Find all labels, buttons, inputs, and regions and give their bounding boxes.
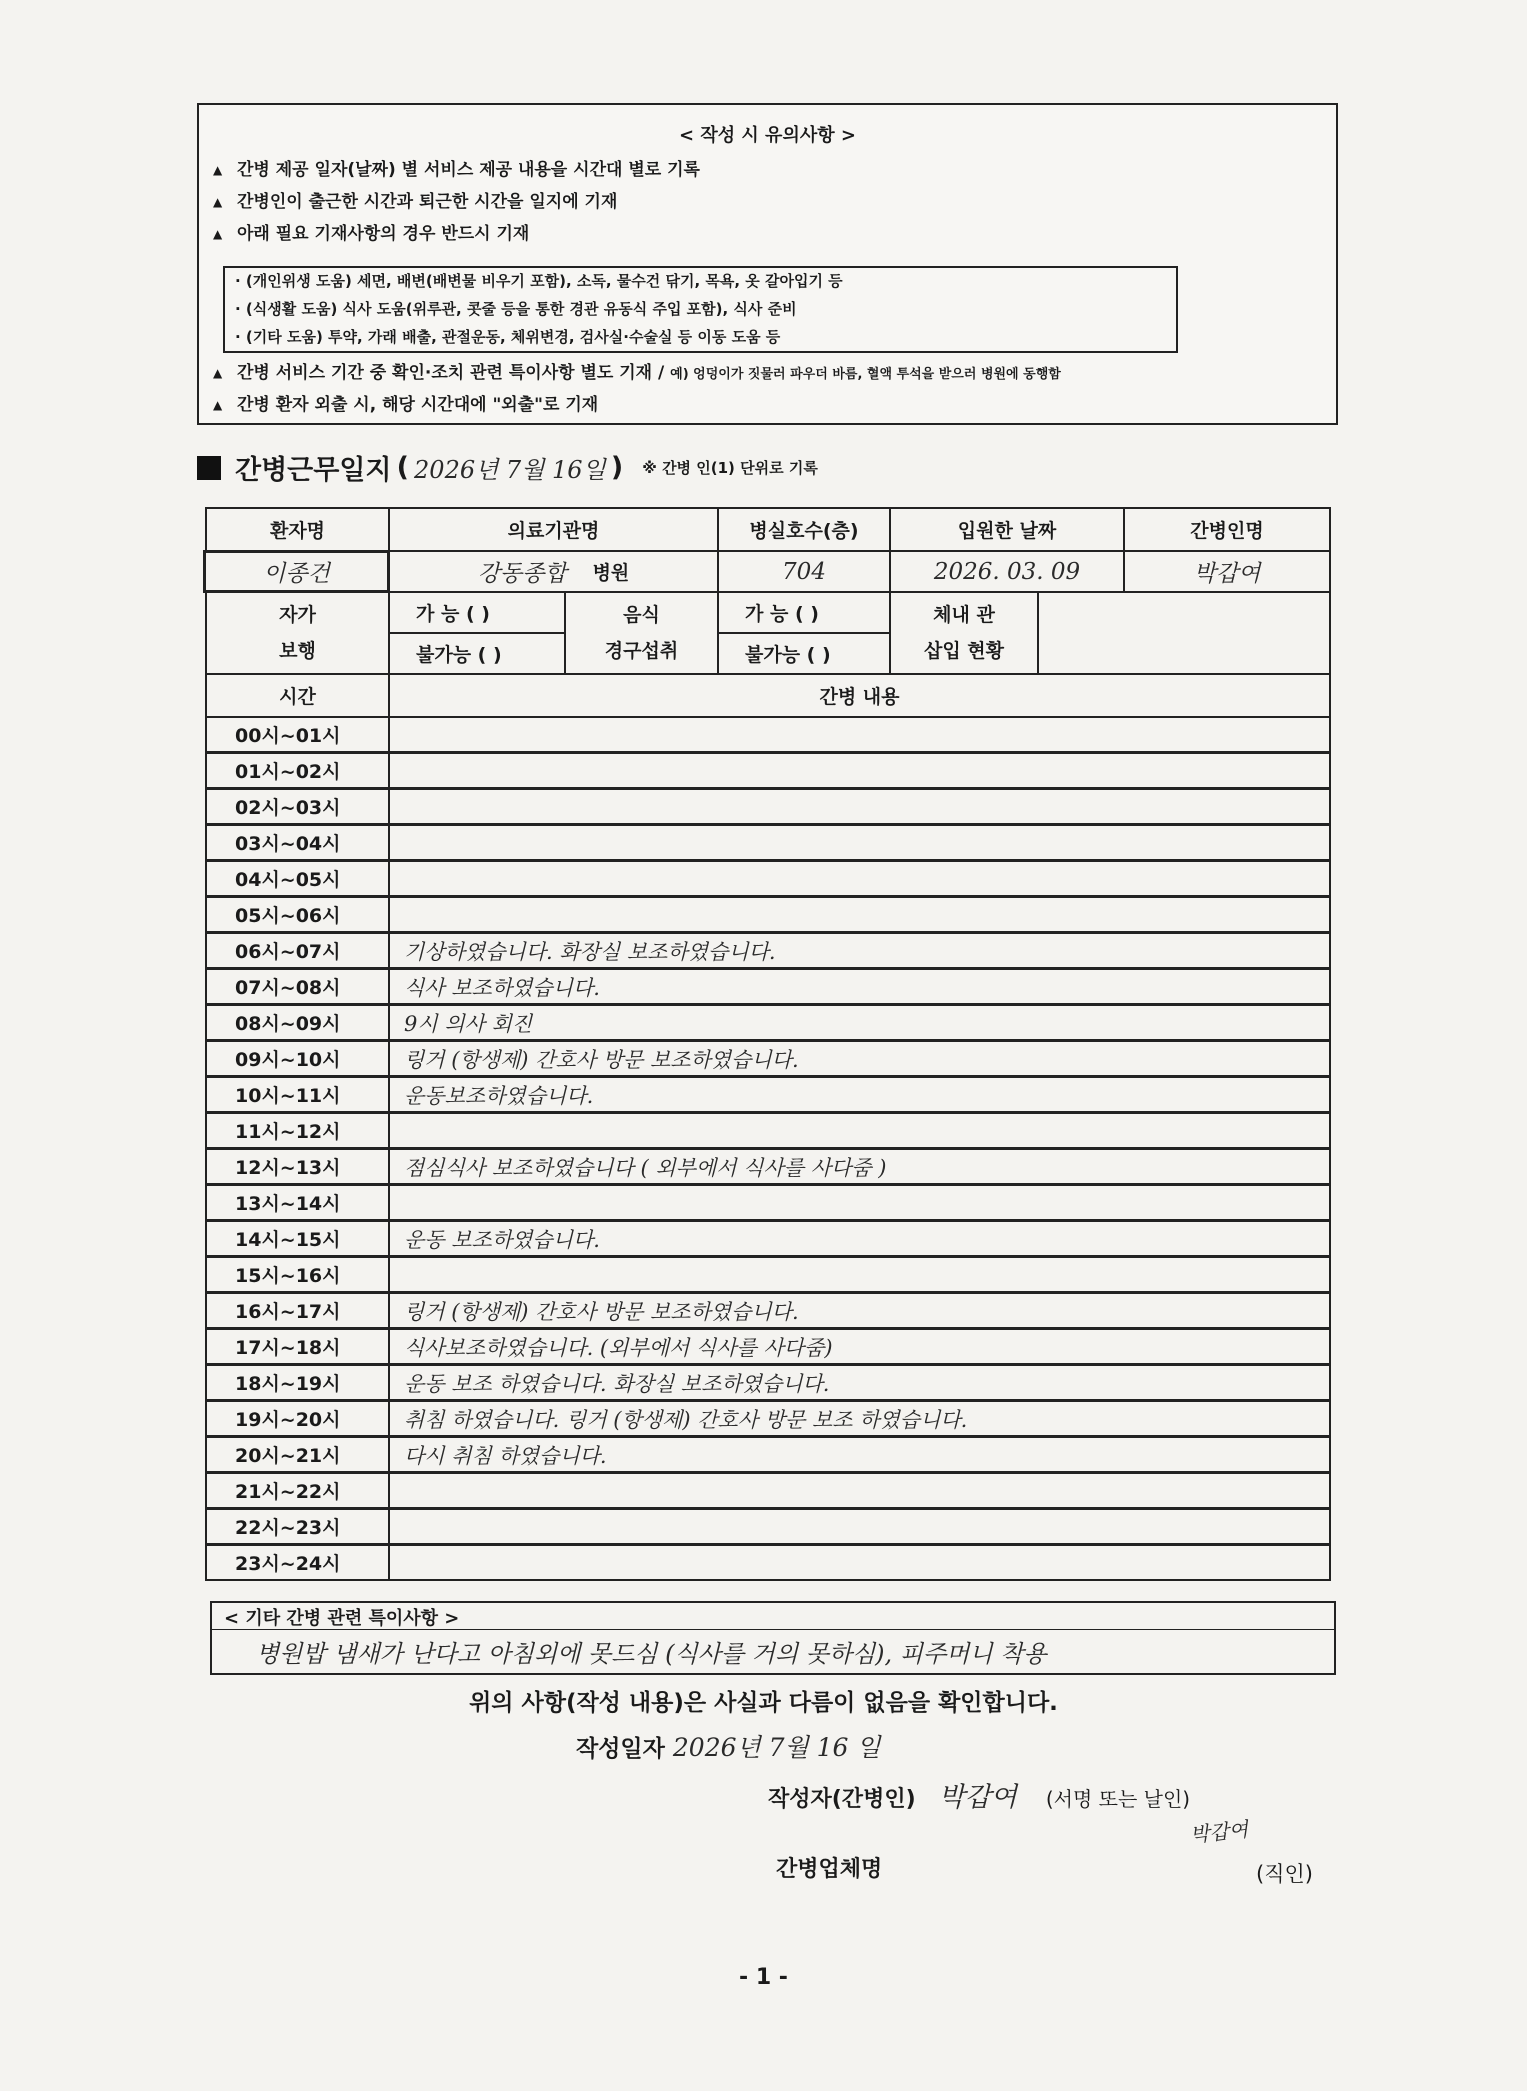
time-slot-label: 05시~06시 <box>205 896 390 933</box>
care-content-cell: 링거 (항생제) 간호사 방문 보조하였습니다. <box>388 1292 1331 1329</box>
page-number: - 1 - <box>739 1965 788 1990</box>
care-item-hygiene: · (개인위생 도움) 세면, 배변(배변물 비우기 포함), 소독, 물수건 닦기, 목욕, 옷 갈아입기 등 <box>235 272 843 290</box>
bullet-icon: ▲ <box>213 366 223 380</box>
care-items-box <box>223 266 1178 353</box>
bullet-icon: ▲ <box>213 195 223 209</box>
hospital-name-value: 강동종합 <box>477 561 567 587</box>
time-slot-label: 10시~11시 <box>205 1076 390 1113</box>
black-square-icon <box>197 456 221 480</box>
care-content-header: 간병 내용 <box>388 673 1331 718</box>
time-row <box>205 1004 1331 1041</box>
care-content-cell <box>388 752 1331 789</box>
notice-line-4: ▲ 간병 서비스 기간 중 확인·조치 관련 특이사항 별도 기재 / 예) 엉덩이가 짓물러 파우더 바름, 혈액 투석을 받으러 병원에 동행함 <box>213 363 1061 383</box>
admit-date-label: 입원한 날짜 <box>889 507 1125 552</box>
confirmation-statement: 위의 사항(작성 내용)은 사실과 다름이 없음을 확인합니다. <box>469 1690 1058 1716</box>
notice-line-4-example: 예) 엉덩이가 짓물러 파우더 바름, 혈액 투석을 받으러 병원에 동행함 <box>670 367 1061 382</box>
written-date-handwritten: 2026년 7월 16 일 <box>672 1733 881 1762</box>
time-slot-label: 06시~07시 <box>205 932 390 969</box>
sign-instruction: (서명 또는 날인) <box>1045 1787 1191 1811</box>
time-slot-label: 14시~15시 <box>205 1220 390 1257</box>
care-content-cell <box>388 788 1331 825</box>
care-content-cell: 점심식사 보조하였습니다 ( 외부에서 식사를 사다줌 ) <box>388 1148 1331 1185</box>
catheter-status-value <box>1037 591 1331 675</box>
time-slot-label: 20시~21시 <box>205 1436 390 1473</box>
time-slot-label: 07시~08시 <box>205 968 390 1005</box>
care-content-cell: 다시 취침 하였습니다. <box>388 1436 1331 1473</box>
care-content-cell <box>388 1184 1331 1221</box>
care-content-cell: 9시 의사 회진 <box>388 1004 1331 1041</box>
bullet-icon: ▲ <box>213 163 223 177</box>
time-row <box>205 1328 1331 1365</box>
care-content-cell <box>388 1508 1331 1545</box>
time-row <box>205 968 1331 1005</box>
patient-label: 환자명 <box>205 507 390 552</box>
writer-label: 작성자(간병인) <box>768 1787 916 1812</box>
section-heading <box>197 448 818 488</box>
walk-possible-checkbox[interactable]: 가 능 ( ) <box>388 591 566 634</box>
time-slot-label: 19시~20시 <box>205 1400 390 1437</box>
care-content-cell: 운동 보조 하였습니다. 화장실 보조하였습니다. <box>388 1364 1331 1401</box>
time-slot-label: 23시~24시 <box>205 1544 390 1581</box>
care-item-meal: · (식생활 도움) 식사 도움(위루관, 콧줄 등을 통한 경관 유동식 주입 포함), 식사 준비 <box>235 300 797 318</box>
care-content-cell: 기상하였습니다. 화장실 보조하였습니다. <box>388 932 1331 969</box>
hospital-suffix: 병원 <box>592 562 630 584</box>
time-slot-label: 18시~19시 <box>205 1364 390 1401</box>
special-notes-content: 병원밥 냄새가 난다고 아침외에 못드심 (식사를 거의 못하심), 피주머니 착용 <box>210 1629 1336 1675</box>
log-date-handwritten: 2026년 7월 16일 <box>414 456 606 484</box>
food-possible-checkbox[interactable]: 가 능 ( ) <box>717 591 891 634</box>
care-content-cell <box>388 1472 1331 1509</box>
seal-placeholder: (직인) <box>1256 1862 1313 1886</box>
time-row <box>205 1220 1331 1257</box>
care-content-cell <box>388 1544 1331 1581</box>
notice-line-1: ▲ 간병 제공 일자(날짜) 별 서비스 제공 내용을 시간대 별로 기록 <box>213 160 700 180</box>
room-label: 병실호수(층) <box>717 507 891 552</box>
hospital-name-cell <box>388 550 719 593</box>
writer-name: 박갑여 <box>938 1782 1017 1813</box>
time-slot-label: 13시~14시 <box>205 1184 390 1221</box>
time-row <box>205 1364 1331 1401</box>
time-row <box>205 1544 1331 1581</box>
notice-title: < 작성 시 유의사항 > <box>679 125 856 146</box>
notice-line-3: ▲ 아래 필요 기재사항의 경우 반드시 기재 <box>213 224 530 244</box>
room-number-value: 704 <box>717 550 891 593</box>
time-slot-label: 22시~23시 <box>205 1508 390 1545</box>
time-slot-label: 00시~01시 <box>205 716 390 753</box>
time-row <box>205 1472 1331 1509</box>
care-content-cell <box>388 1112 1331 1149</box>
time-slot-label: 08시~09시 <box>205 1004 390 1041</box>
handwritten-signature: 박갑여 <box>1189 1817 1250 1847</box>
walk-impossible-checkbox[interactable]: 불가능 ( ) <box>388 632 566 675</box>
care-content-cell <box>388 824 1331 861</box>
care-content-cell: 운동 보조하였습니다. <box>388 1220 1331 1257</box>
bullet-icon: ▲ <box>213 227 223 241</box>
time-slot-label: 15시~16시 <box>205 1256 390 1293</box>
time-slot-label: 02시~03시 <box>205 788 390 825</box>
section-note: ※ 간병 인(1) 단위로 기록 <box>642 459 818 477</box>
time-row <box>205 1184 1331 1221</box>
open-paren: ( <box>396 452 409 483</box>
time-row <box>205 1256 1331 1293</box>
care-content-cell: 식사 보조하였습니다. <box>388 968 1331 1005</box>
close-paren: ) <box>610 452 624 483</box>
time-row <box>205 716 1331 753</box>
time-slot-label: 09시~10시 <box>205 1040 390 1077</box>
time-row <box>205 824 1331 861</box>
time-row <box>205 1112 1331 1149</box>
written-date: 작성일자 2026년 7월 16 일 <box>576 1733 881 1762</box>
care-content-cell <box>388 896 1331 933</box>
time-row <box>205 896 1331 933</box>
agency-label: 간병업체명 <box>776 1857 883 1882</box>
time-row <box>205 1040 1331 1077</box>
care-content-cell: 링거 (항생제) 간호사 방문 보조하였습니다. <box>388 1040 1331 1077</box>
time-slot-label: 12시~13시 <box>205 1148 390 1185</box>
notice-box <box>197 103 1338 425</box>
time-row <box>205 932 1331 969</box>
care-content-cell <box>388 1256 1331 1293</box>
section-title: 간병근무일지 <box>235 455 392 486</box>
care-content-cell: 식사보조하였습니다. (외부에서 식사를 사다줌) <box>388 1328 1331 1365</box>
time-slot-label: 21시~22시 <box>205 1472 390 1509</box>
catheter-status-label: 체내 관 삽입 현황 <box>889 591 1039 675</box>
time-slot-label: 11시~12시 <box>205 1112 390 1149</box>
patient-name-value: 이종건 <box>203 550 390 593</box>
time-row <box>205 752 1331 789</box>
notice-line-2: ▲ 간병인이 출근한 시간과 퇴근한 시간을 일지에 기재 <box>213 192 618 212</box>
time-row <box>205 1436 1331 1473</box>
admit-date-value: 2026. 03. 09 <box>889 550 1125 593</box>
bullet-icon: ▲ <box>213 398 223 412</box>
care-item-other: · (기타 도움) 투약, 가래 배출, 관절운동, 체위변경, 검사실·수술실 등 이동 도움 등 <box>235 328 781 346</box>
special-notes-title: < 기타 간병 관련 특이사항 > <box>210 1601 1336 1631</box>
time-row <box>205 1400 1331 1437</box>
hospital-label: 의료기관명 <box>388 507 719 552</box>
oral-intake-label: 음식 경구섭취 <box>564 591 719 675</box>
care-content-cell <box>388 860 1331 897</box>
writer-line <box>768 1775 1190 1814</box>
caregiver-label: 간병인명 <box>1123 507 1331 552</box>
self-walk-label: 자가 보행 <box>205 591 390 675</box>
time-slot-label: 16시~17시 <box>205 1292 390 1329</box>
time-slot-label: 04시~05시 <box>205 860 390 897</box>
time-row <box>205 1508 1331 1545</box>
caregiver-name-value: 박갑여 <box>1123 550 1331 593</box>
notice-line-5: ▲ 간병 환자 외출 시, 해당 시간대에 "외출"로 기재 <box>213 395 599 415</box>
time-row <box>205 860 1331 897</box>
time-row <box>205 1076 1331 1113</box>
time-slot-label: 03시~04시 <box>205 824 390 861</box>
time-slot-label: 01시~02시 <box>205 752 390 789</box>
care-content-cell: 취침 하였습니다. 링거 (항생제) 간호사 방문 보조 하였습니다. <box>388 1400 1331 1437</box>
food-impossible-checkbox[interactable]: 불가능 ( ) <box>717 632 891 675</box>
time-slot-label: 17시~18시 <box>205 1328 390 1365</box>
time-row <box>205 788 1331 825</box>
care-content-cell <box>388 716 1331 753</box>
time-row <box>205 1292 1331 1329</box>
care-content-cell: 운동보조하였습니다. <box>388 1076 1331 1113</box>
time-row <box>205 1148 1331 1185</box>
time-column-header: 시간 <box>205 673 390 718</box>
